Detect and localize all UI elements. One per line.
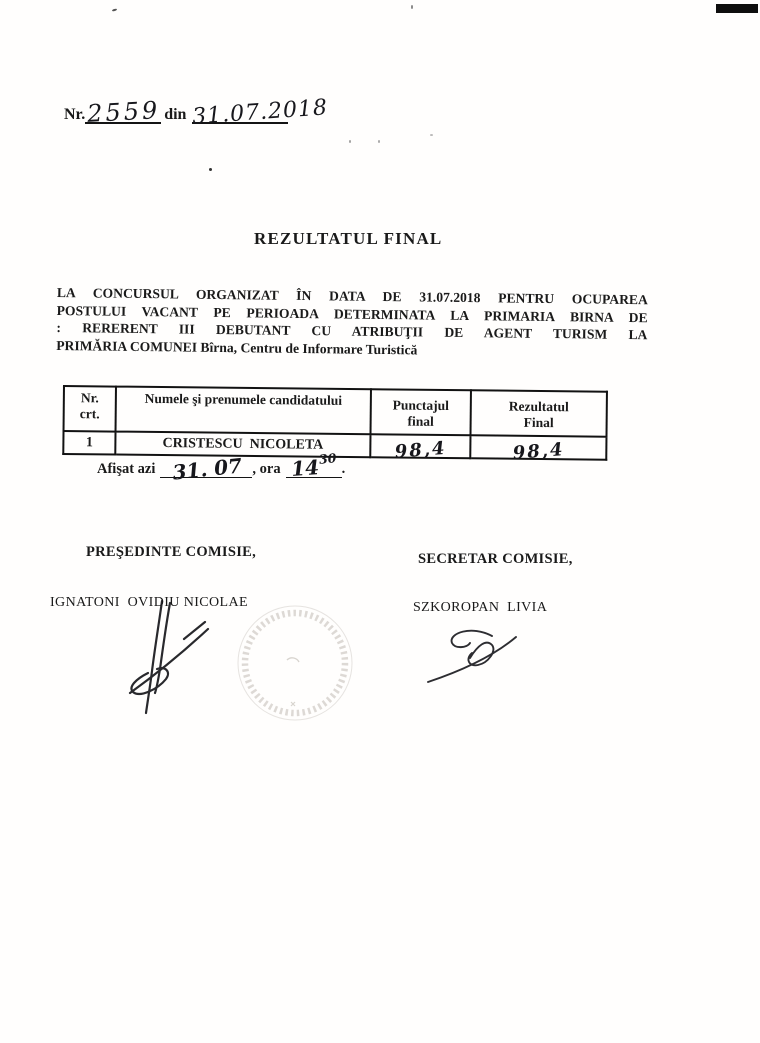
posted-label: Afişat azi xyxy=(97,461,156,477)
paragraph-line: PRIMĂRIA COMUNEI Bîrna, Centru de Informare Turistică xyxy=(56,338,418,358)
header-final-result: Rezultatul Final xyxy=(470,390,606,436)
paragraph-line: LA CONCURSUL ORGANIZAT ÎN DATA DE 31.07.2018 PENTRU OCUPAREA xyxy=(56,284,648,308)
registration-line xyxy=(64,95,330,130)
scan-speck xyxy=(378,140,380,143)
final-result-cell xyxy=(470,435,606,464)
posted-hour-underline xyxy=(286,450,342,481)
secretary-title: SECRETAR COMISIE, xyxy=(418,551,573,567)
secretary-signature xyxy=(420,618,540,698)
scan-speck xyxy=(411,5,413,9)
posted-period: . xyxy=(341,461,346,477)
handwritten-number: 2559 xyxy=(86,96,161,128)
scan-speck xyxy=(209,168,212,171)
president-title: PREŞEDINTE COMISIE, xyxy=(86,544,257,560)
date-underline xyxy=(191,95,330,130)
number-label: Nr. xyxy=(64,106,86,123)
scan-artifact-bar xyxy=(716,4,758,13)
table-header-row xyxy=(64,386,607,437)
posted-hour-label: , ora xyxy=(252,461,281,477)
handwritten-minutes: 30 xyxy=(317,450,337,467)
official-round-stamp xyxy=(233,602,358,724)
scan-speck xyxy=(430,134,433,136)
president-name: IGNATONI OVIDIU NICOLAE xyxy=(50,595,248,610)
handwritten-result: 98,4 xyxy=(512,439,566,464)
row-number: 1 xyxy=(63,431,115,455)
document-title: REZULTATUL FINAL xyxy=(254,229,443,248)
scan-speck xyxy=(349,140,351,143)
posted-line xyxy=(97,450,346,485)
handwritten-date: 31.07.2018 xyxy=(191,95,330,130)
handwritten-posted-date: 31. 07 xyxy=(170,453,243,485)
intro-paragraph xyxy=(56,284,648,362)
number-underline xyxy=(85,96,161,128)
paragraph-line: POSTULUI VACANT PE PERIOADA DETERMINATA LA PRIMARIA BIRNA DE xyxy=(56,302,648,325)
president-signature xyxy=(100,595,240,730)
header-candidate-name: Numele şi prenumele candidatului xyxy=(116,387,371,435)
paragraph-line: : RERERENT III DEBUTANT CU ATRIBUŢII DE AGENT TURISM LA xyxy=(56,320,648,343)
handwritten-score: 98,4 xyxy=(394,437,448,463)
handwritten-hour: 14 xyxy=(290,455,320,481)
date-label: din xyxy=(164,106,187,123)
secretary-name: SZKOROPAN LIVIA xyxy=(413,600,548,615)
posted-date-underline xyxy=(160,453,252,485)
scan-speck xyxy=(112,8,117,11)
final-score-cell xyxy=(370,434,470,463)
candidate-name: CRISTESCU NICOLETA xyxy=(115,432,370,458)
header-nr-crt: Nr. crt. xyxy=(64,386,116,432)
header-final-score: Punctajul final xyxy=(371,389,471,435)
